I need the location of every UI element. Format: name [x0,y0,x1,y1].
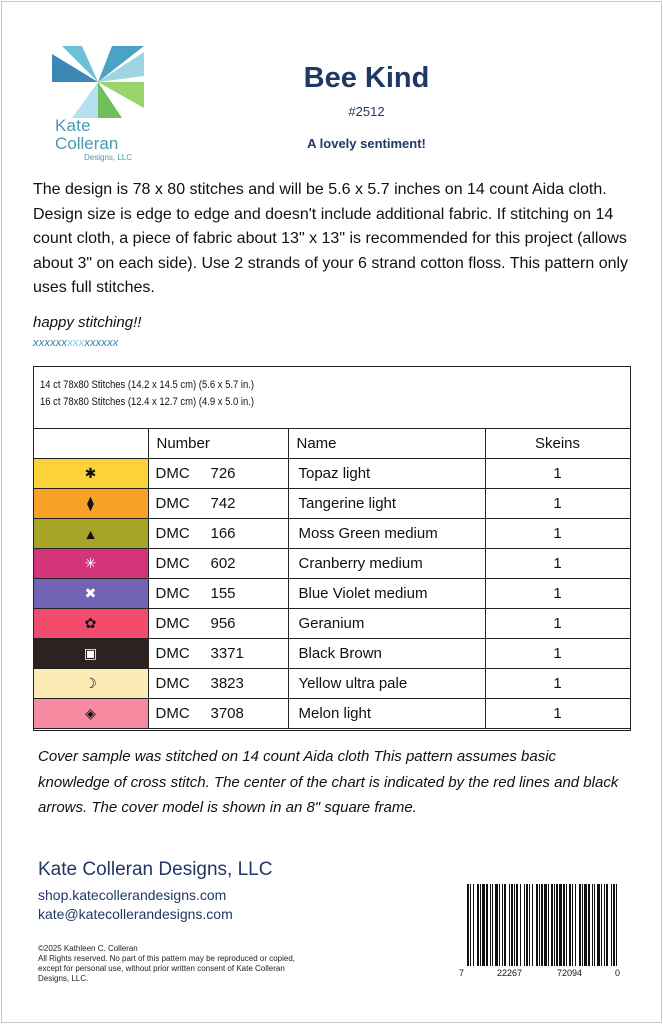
floss-row [33,699,630,729]
size-line-16ct: 16 ct 78x80 Stitches (12.4 x 12.7 cm) (4.9 x 5.0 in.) [40,396,255,408]
floss-color-swatch [33,639,148,669]
floss-name: Melon light [288,699,485,729]
floss-code: 166 [210,525,236,542]
pattern-tagline: A lovely sentiment! [307,136,426,151]
floss-row [33,639,630,669]
floss-symbol-icon: ▣ [83,645,98,661]
floss-skeins: 1 [485,699,630,729]
number-header: Number [148,429,288,459]
floss-skeins: 1 [485,609,630,639]
floss-skeins: 1 [485,549,630,579]
symbol-header [33,429,148,459]
rights-text: All Rights reserved. No part of this pattern may be reproduced or copied, except for personal use, without prior written consent of Kate Colleran Designs, LLC. [38,954,296,983]
logo-text-line1: Kate [55,116,91,135]
copyright-notice [38,944,298,984]
company-name: Kate Colleran Designs, LLC [38,859,273,880]
floss-brand: DMC [155,525,190,542]
floss-body [33,459,630,729]
floss-brand: DMC [155,465,190,482]
cover-note: Cover sample was stitched on 14 count Aida cloth This pattern assumes basic knowledge of cross stitch. The center of the chart is indicated by the red lines and black arrows. The cover model is shown in an 8" square frame. [38,748,619,816]
floss-brand: DMC [155,495,190,512]
floss-number [148,699,288,729]
floss-brand: DMC [155,675,190,692]
logo-text-line2: Colleran [55,134,119,153]
floss-skeins: 1 [485,489,630,519]
name-header: Name [288,429,485,459]
floss-number [148,669,288,699]
copyright-line: ©2025 Kathleen C. Colleran [38,944,138,953]
floss-code: 3823 [210,675,244,692]
barcode-digits-right: 72094 [557,968,583,978]
floss-row [33,459,630,489]
logo-text-line3: Designs, LLC [84,153,133,162]
floss-row [33,489,630,519]
barcode-digit-last: 0 [615,968,621,978]
floss-symbol-icon: ✱ [84,465,97,481]
size-line-14ct: 14 ct 78x80 Stitches (14.2 x 14.5 cm) (5.6 x 5.7 in.) [40,379,255,391]
floss-brand: DMC [155,645,190,662]
email-link[interactable]: kate@katecollerandesigns.com [38,906,233,922]
floss-color-swatch [33,669,148,699]
floss-color-swatch [33,459,148,489]
floss-name: Yellow ultra pale [288,669,485,699]
pattern-number: #2512 [348,104,385,119]
floss-row [33,609,630,639]
floss-brand: DMC [155,585,190,602]
floss-name: Tangerine light [288,489,485,519]
floss-color-swatch [33,519,148,549]
floss-name: Black Brown [288,639,485,669]
floss-symbol-icon: ⧫ [87,495,94,511]
floss-number [148,609,288,639]
floss-symbol-icon: ☽ [84,675,97,691]
floss-code: 3371 [210,645,244,662]
barcode [459,880,623,984]
floss-color-swatch [33,609,148,639]
floss-code: 155 [210,585,236,602]
floss-name: Geranium [288,609,485,639]
floss-color-swatch [33,699,148,729]
floss-skeins: 1 [485,579,630,609]
floss-row [33,519,630,549]
xx-divider: xxxxxxxxxxxxxxx [33,337,119,349]
floss-symbol-icon: ◈ [85,705,96,721]
pattern-description: The design is 78 x 80 stitches and will be 5.6 x 5.7 inches on 14 count Aida cloth. Design size is edge to edge and doesn't include additional fabric. If stitching on 14 count cloth, a piece of fabric about 13" x 13" is recommended for this project (allows about 3" on each side). Use 2 strands of your 6 strand cotton floss. This pattern only uses full stitches. [33,181,629,296]
floss-skeins: 1 [485,669,630,699]
floss-number [148,489,288,519]
floss-row [33,549,630,579]
floss-number [148,579,288,609]
floss-code: 726 [210,465,236,482]
floss-color-swatch [33,579,148,609]
floss-brand: DMC [155,705,190,722]
floss-symbol-icon: ▲ [83,525,98,542]
barcode-digit-first: 7 [459,968,465,978]
barcode-bars-icon [459,880,623,970]
floss-symbol-icon: ✳ [84,555,97,571]
floss-number [148,639,288,669]
floss-name: Cranberry medium [288,549,485,579]
floss-number [148,549,288,579]
floss-skeins: 1 [485,519,630,549]
floss-name: Moss Green medium [288,519,485,549]
floss-skeins: 1 [485,459,630,489]
size-info [40,377,401,411]
floss-symbol-icon: ✿ [84,615,97,631]
floss-grid [33,428,631,729]
barcode-digits-left: 22267 [497,968,523,978]
skeins-header: Skeins [485,429,630,459]
floss-row [33,579,630,609]
happy-stitching-text: happy stitching!! [33,314,142,331]
floss-name: Blue Violet medium [288,579,485,609]
floss-number [148,459,288,489]
floss-table [33,366,631,731]
floss-code: 602 [210,555,236,572]
floss-code: 3708 [210,705,244,722]
floss-brand: DMC [155,615,190,632]
floss-name: Topaz light [288,459,485,489]
floss-row [33,669,630,699]
floss-code: 956 [210,615,236,632]
floss-number [148,519,288,549]
floss-skeins: 1 [485,639,630,669]
floss-color-swatch [33,549,148,579]
floss-brand: DMC [155,555,190,572]
shop-link[interactable]: shop.katecollerandesigns.com [38,887,227,903]
pattern-title: Bee Kind [303,62,430,94]
floss-symbol-icon: ✖ [84,585,97,601]
floss-code: 742 [210,495,236,512]
floss-color-swatch [33,489,148,519]
floss-header-row [33,429,630,459]
